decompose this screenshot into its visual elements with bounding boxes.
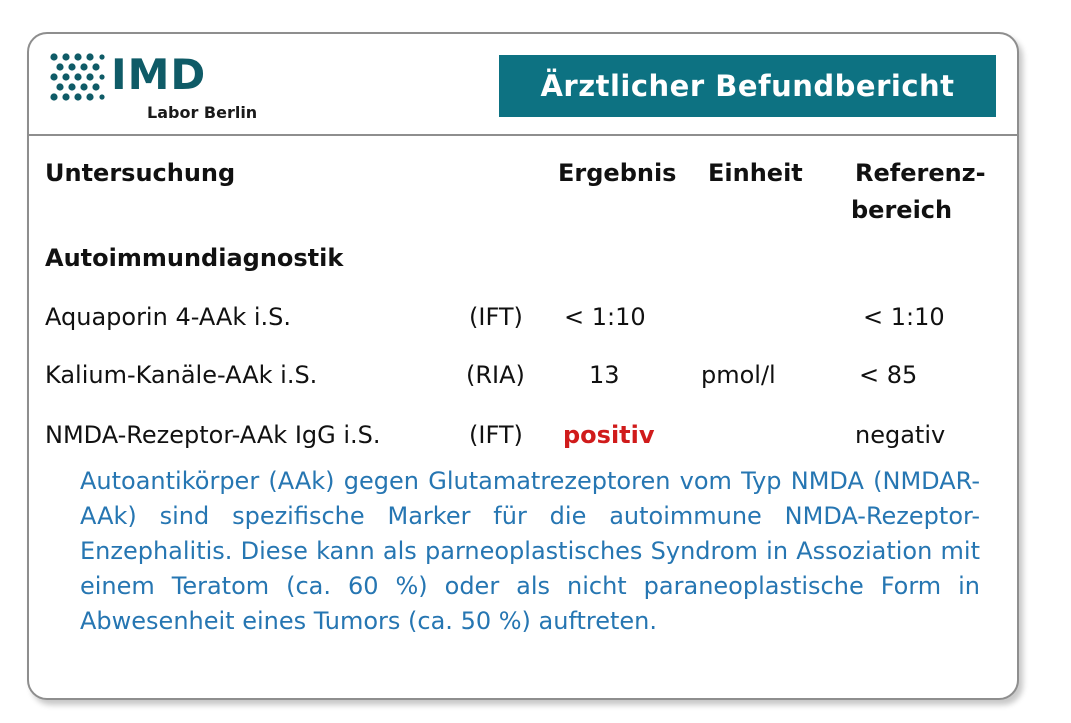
report-title: Ärztlicher Befundbericht: [499, 55, 996, 117]
row-investigation: Aquaporin 4-AAk i.S.: [45, 303, 292, 331]
lab-logo: [49, 50, 279, 122]
dot-grid-logo-icon: [49, 52, 105, 102]
row-investigation: Kalium-Kanäle-AAk i.S.: [45, 361, 318, 389]
report-header: [29, 34, 1017, 136]
col-header-reference-line2: bereich: [851, 196, 953, 224]
col-header-result: Ergebnis: [558, 159, 677, 187]
section-heading: Autoimmundiagnostik: [45, 244, 344, 272]
col-header-reference: Referenz-: [855, 159, 986, 187]
row-result-positive: positiv: [563, 421, 655, 449]
col-header-investigation: Untersuchung: [45, 159, 236, 187]
interpretation-note: Autoantikörper (AAk) gegen Glutamatrezeptoren vom Typ NMDA (NMDAR-AAk) sind spezifische Marker für die autoimmune NMDA-Rezeptor-Enzephalitis. Diese kann als parneoplastisches Syndrom in Assoziation mit einem Teratom (ca. 60 %) oder als nicht paraneoplastische Form in Abwesenheit eines Tumors (ca. 50 %) auftreten.: [80, 467, 980, 635]
row-method: (IFT): [469, 421, 523, 449]
row-investigation: NMDA-Rezeptor-AAk IgG i.S.: [45, 421, 381, 449]
row-unit: pmol/l: [701, 361, 776, 389]
row-method: (IFT): [469, 303, 523, 331]
row-method: (RIA): [466, 361, 525, 389]
row-reference: negativ: [855, 421, 946, 449]
row-reference: < 1:10: [863, 303, 945, 331]
row-result: < 1:10: [564, 303, 646, 331]
report-card: [27, 32, 1019, 700]
col-header-unit: Einheit: [708, 159, 803, 187]
row-result: 13: [589, 361, 620, 389]
row-reference: < 85: [859, 361, 918, 389]
logo-subtitle: Labor Berlin: [147, 103, 258, 122]
logo-name: IMD: [111, 50, 207, 99]
